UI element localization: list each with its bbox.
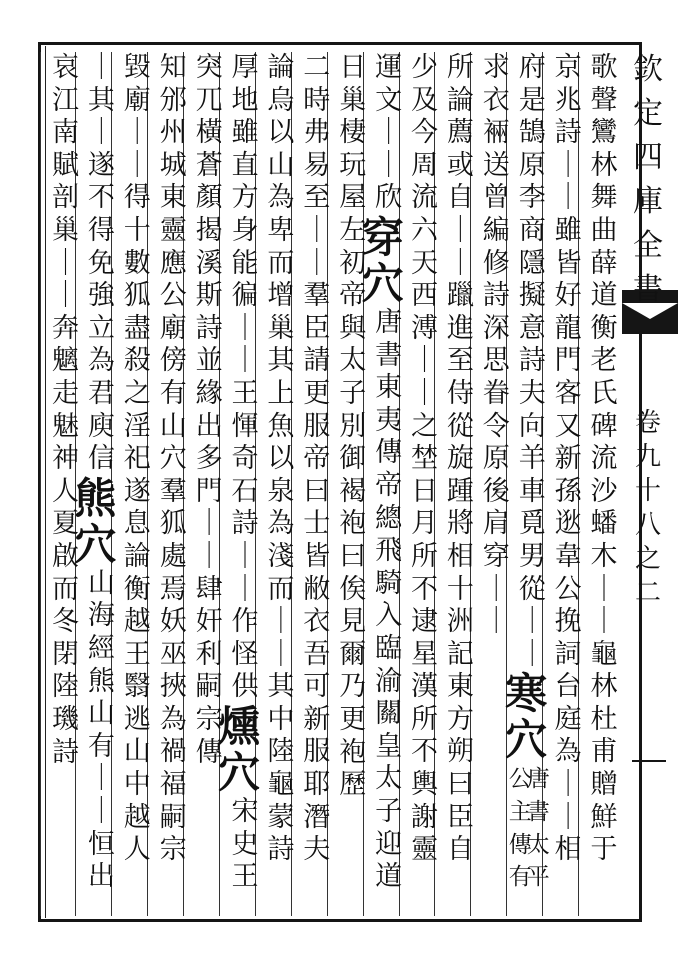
column-text: 宋 史 王 — [231, 796, 259, 893]
column-rule — [40, 52, 41, 916]
glyph: 八 — [634, 510, 661, 540]
column-text: 山 海 經 熊 山 有 ｜ ｜ 恒 出 — [87, 567, 115, 893]
margin-volume-label — [622, 406, 674, 610]
column-text: 哀 江 南 賦 剖 巢 ｜ ｜ 奔 魑 走 魅 — [52, 52, 79, 442]
entry-heading: 燻 穴 — [217, 702, 260, 797]
annotation-text: 唐 書 太 平 — [526, 766, 550, 891]
margin-page-mark — [632, 760, 666, 762]
column-text: 京 兆 詩 ｜ ｜ 雖 皆 好 龍 門 客 又 新 孫 逖 韋 公 挽 詞 台 庭 為 ｜ ｜ 相 — [554, 52, 582, 866]
column-text: 論 烏 以 山 為 卑 而 增 巢 其 上 魚 以 泉 為 淺 而 ｜ ｜ 其 中 陸 龜 蒙 詩 — [267, 52, 295, 866]
column-text: 厚 地 雖 直 方 身 能 徧 ｜ ｜ 王 惲 奇 石 詩 ｜ ｜ 作 怪 供 — [231, 52, 259, 703]
column-text: 左 初 帝 與 太 子 別 御 褐 袍 曰 俟 見 爾 乃 更 袍 歷 — [339, 215, 367, 801]
column-text: 神 人 夏 啟 而 冬 閉 陸 璣 詩 — [52, 443, 79, 768]
column-text: 嗣 宗 傳 — [195, 671, 223, 768]
margin-book-title — [622, 48, 674, 312]
column-text: 唐 書 東 夷 傳 帝 總 飛 騎 入 臨 渝 關 皇 太 子 迎 道 — [375, 307, 403, 893]
glyph: 庫 — [633, 184, 663, 219]
text-column — [42, 52, 78, 916]
column-text: 毀 廟 ｜ ｜ 得 十 數 狐 盡 殺 之 淫 祀 遂 息 論 衡 越 王 翳 逃 山 中 越 人 — [123, 52, 151, 866]
glyph: 九 — [634, 442, 661, 472]
column-text: 二 時 弗 易 至 ｜ ｜ 羣 臣 請 更 服 帝 曰 士 皆 敝 衣 吾 可 新 服 耶 潛 夫 — [303, 52, 331, 866]
column-text: 突 兀 橫 蒼 顏 揭 溪 斯 詩 並 緣 出 多 門 ｜ ｜ 肆 奸 利 — [195, 52, 223, 670]
entry-heading: 穿 穴 — [361, 213, 404, 308]
column-text: 所 論 薦 或 自 ｜ ｜ 躐 進 至 侍 從 旋 踵 將 相 十 洲 記 東 方 朔 曰 臣 自 — [446, 52, 474, 866]
column-text: 府 是 鵠 原 李 商 隱 擬 意 詩 夫 向 羊 車 覓 男 從 ｜ ｜ — [518, 52, 546, 670]
column-text: 少 及 今 周 流 六 天 西 溥 ｜ ｜ 之 埜 日 月 所 不 逮 星 漢 所 不 輿 謝 靈 — [411, 52, 438, 866]
annotation-text: 公 主 傳 有 — [508, 766, 532, 891]
entry-heading: 寒 穴 — [505, 669, 548, 765]
glyph: 卷 — [634, 408, 661, 438]
column-text: 知 邠 州 城 東 靈 應 公 廟 傍 有 山 穴 羣 狐 處 焉 妖 巫 挾 為 禍 福 嗣 宗 — [159, 52, 187, 866]
glyph: 書 — [633, 272, 663, 307]
column-text: 運 文 ｜ ｜ 欣 — [375, 52, 403, 214]
glyph: 欽 — [633, 52, 663, 87]
entry-heading: 熊 穴 — [74, 473, 117, 569]
glyph: 四 — [633, 140, 663, 175]
glyph: 之 — [634, 544, 661, 574]
glyph: 二 — [634, 578, 661, 608]
column-text: 日 巢 棲 玩 屋 — [339, 52, 367, 214]
glyph: 全 — [633, 228, 663, 263]
glyph: 定 — [633, 96, 663, 131]
column-text: 求 衣 裲 送 曾 編 修 詩 深 思 眷 令 原 後 肩 穿 ｜ ｜ — [482, 52, 510, 638]
glyph: 十 — [634, 476, 661, 506]
column-text: ｜ 其 ｜ 遂 不 得 免 強 立 為 君 庾 信 — [87, 52, 115, 475]
column-text: 歌 聲 鸞 林 舞 曲 薛 道 衡 老 氏 碑 流 沙 蟠 木 ｜ ｜ 龜 林 杜 甫 贈 鮮 于 — [590, 52, 618, 866]
